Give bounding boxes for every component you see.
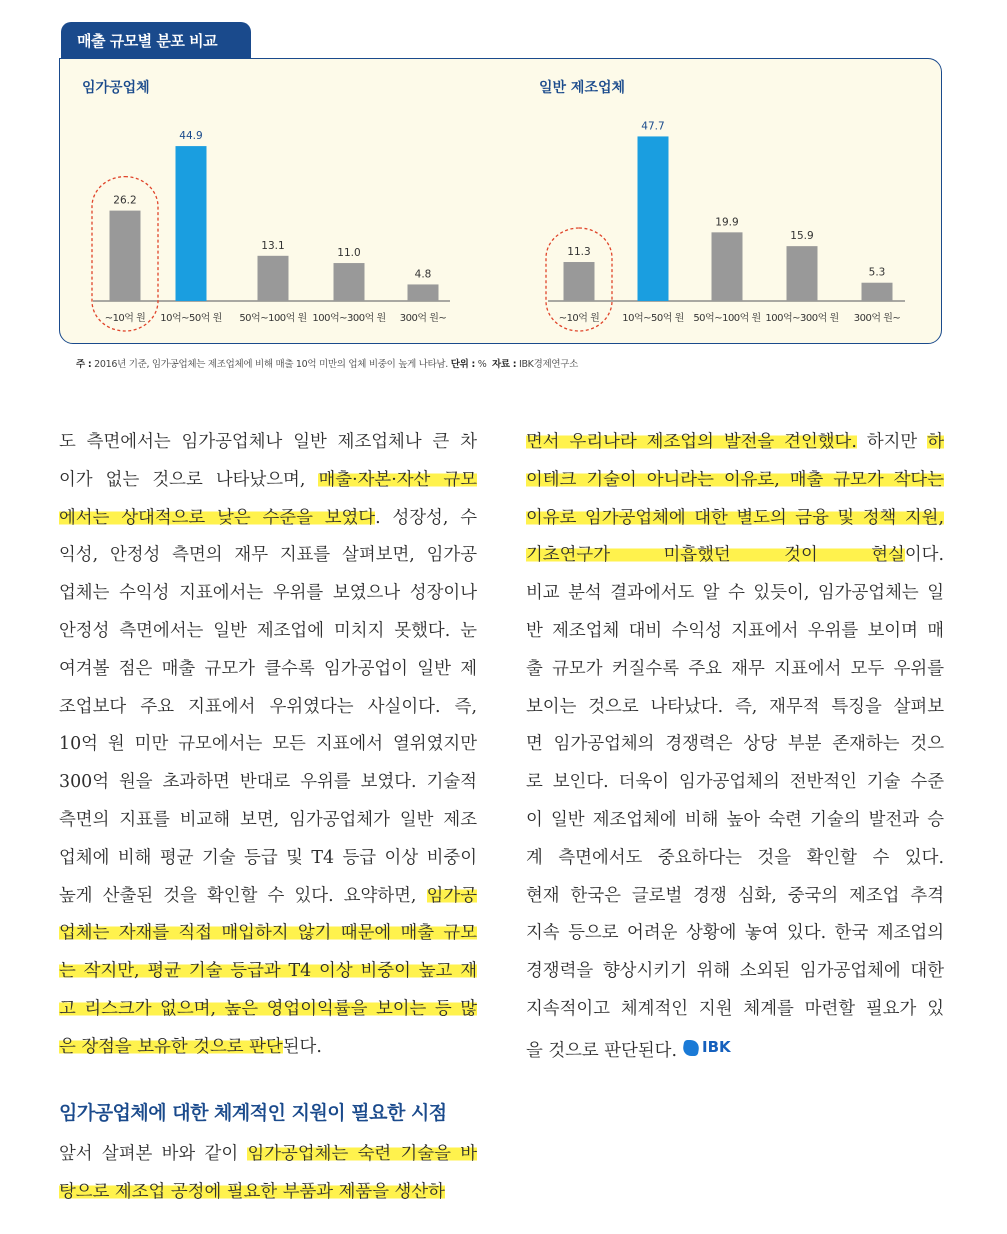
data-label: 19.9 (715, 216, 739, 229)
text-line (59, 726, 477, 764)
text-segment: 지속 등으로 어려운 상황에 놓여 있다. 한국 제조업의 (526, 923, 944, 944)
text-line (526, 651, 944, 689)
bar (110, 211, 141, 301)
text-segment: 측면의 지표를 비교해 보면, 임가공업체가 일반 제조 (59, 809, 477, 830)
text-segment: . 성장성, 수 (375, 507, 477, 528)
text-segment: 이다. (904, 545, 944, 566)
chart-title: 임가공업체 (82, 80, 150, 96)
source-value: IBK경제연구소 (518, 359, 578, 370)
data-label: 47.7 (641, 120, 665, 133)
bar (408, 284, 439, 301)
data-label: 11.3 (567, 246, 591, 259)
highlighted-text: 고 리스크가 없으며, 높은 영업이익률을 보이는 등 많 (59, 998, 477, 1019)
x-tick-label: 50억~100억 원 (239, 313, 307, 324)
text-line (59, 613, 477, 651)
x-tick-label: ~10억 원 (104, 313, 146, 324)
text-line (526, 424, 944, 462)
bar (787, 246, 818, 301)
text-line (59, 537, 477, 575)
x-tick-label: 300억 원~ (399, 313, 447, 324)
highlighted-text: 하 (927, 432, 944, 452)
bar (862, 283, 893, 301)
highlighted-text: 이테크 기술이 아니라는 이유로, 매출 규모가 작다는 (526, 469, 944, 490)
data-label: 4.8 (414, 268, 432, 281)
data-label: 5.3 (868, 266, 886, 279)
text-line (526, 878, 944, 916)
text-segment: 이가 없는 것으로 나타났으며, (59, 469, 319, 490)
bar-charts (60, 59, 943, 345)
text-segment: 300억 원을 초과하면 반대로 우위를 보였다. 기술적 (59, 772, 477, 793)
figure-panel (59, 58, 942, 344)
bar (712, 232, 743, 301)
text-segment: 면 임가공업체의 경쟁력은 상당 부분 존재하는 것으 (526, 734, 944, 755)
text-segment: 반 제조업체 대비 수익성 지표에서 우위를 보이며 매 (526, 620, 944, 641)
highlighted-text: 기초연구가 미흡했던 것이 현실 (526, 545, 905, 566)
text-line (59, 575, 477, 613)
text-segment: 로 보인다. 더욱이 임가공업체의 전반적인 기술 수준 (526, 772, 944, 793)
highlighted-text: 면서 우리나라 제조업의 발전을 견인했다. (526, 432, 857, 452)
x-tick-label: 100억~300억 원 (765, 313, 839, 324)
bar (638, 136, 669, 301)
text-segment: 앞서 살펴본 바와 같이 (59, 1144, 248, 1164)
section-body (59, 1136, 477, 1212)
text-segment: 여겨볼 점은 매출 규모가 클수록 임가공업이 일반 제 (59, 658, 477, 679)
bar (258, 256, 289, 301)
text-line (526, 575, 944, 613)
figure-title-tab (61, 22, 251, 58)
highlighted-text: 은 장점을 보유한 것으로 판단 (59, 1036, 283, 1057)
section-heading: 임가공업체에 대한 체계적인 지원이 필요한 시점 (59, 1102, 447, 1124)
bar (564, 262, 595, 301)
note-text: 2016년 기준, 임가공업체는 제조업체에 비해 매출 10억 미만의 업체 비중이 높게 나타남. (94, 359, 449, 370)
text-line (526, 462, 944, 500)
text-segment: 경쟁력을 향상시키기 위해 소외된 임가공업체에 대한 (526, 961, 944, 982)
text-segment: 지속적이고 체계적인 지원 체계를 마련할 필요가 있 (526, 998, 944, 1019)
x-tick-label: 10억~50억 원 (160, 313, 222, 324)
text-line (59, 462, 477, 500)
text-segment: 익성, 안정성 측면의 재무 지표를 살펴보면, 임가공 (59, 545, 477, 566)
text-segment: 출 규모가 커질수록 주요 재무 지표에서 모두 우위를 (526, 658, 944, 679)
text-line (526, 915, 944, 953)
ibk-logo-mark-icon (682, 1040, 701, 1056)
text-segment: 보이는 것으로 나타났다. 즉, 재무적 특징을 살펴보 (526, 696, 944, 717)
unit-label: 단위 : (450, 359, 476, 370)
x-tick-label: 300억 원~ (853, 313, 901, 324)
body-column-left (59, 424, 477, 1067)
data-label: 44.9 (179, 130, 203, 143)
body-column-right (526, 424, 944, 1067)
text-line (59, 915, 477, 953)
text-segment: 높게 산출된 것을 확인할 수 있다. 요약하면, (59, 885, 427, 906)
text-line (59, 840, 477, 878)
x-tick-label: 10억~50억 원 (622, 313, 684, 324)
highlighted-text: 이유로 임가공업체에 대한 별도의 금융 및 정책 지원, (526, 507, 944, 528)
text-line (59, 1174, 477, 1212)
figure-title: 매출 규모별 분포 비교 (77, 32, 218, 50)
x-tick-label: 50억~100억 원 (693, 313, 761, 324)
text-line (59, 651, 477, 689)
text-segment: 10억 원 미만 규모에서는 모든 지표에서 열위였지만 (59, 734, 477, 755)
text-segment: 업체는 수익성 지표에서는 우위를 보였으나 성장이나 (59, 583, 477, 604)
text-line (526, 991, 944, 1029)
x-tick-label: ~10억 원 (558, 313, 600, 324)
text-line (59, 1029, 477, 1067)
text-segment: 비교 분석 결과에서도 알 수 있듯이, 임가공업체는 일 (526, 583, 944, 604)
text-line (526, 537, 944, 575)
text-segment: 을 것으로 판단된다. (526, 1040, 677, 1061)
text-segment: 현재 한국은 글로벌 경쟁 심화, 중국의 제조업 추격 (526, 885, 944, 906)
text-line (526, 613, 944, 651)
text-line (526, 953, 944, 991)
text-line (59, 1136, 477, 1174)
text-segment: 업체에 비해 평균 기술 등급 및 T4 등급 이상 비중이 (59, 847, 477, 868)
text-line (526, 1029, 944, 1067)
text-segment: 안정성 측면에서는 일반 제조업에 미치지 못했다. 눈 (59, 620, 477, 641)
text-line (526, 802, 944, 840)
data-label: 11.0 (337, 247, 361, 260)
highlighted-text: 임가공업체는 숙련 기술을 바 (247, 1144, 477, 1164)
data-label: 26.2 (113, 194, 137, 207)
text-line (59, 991, 477, 1029)
note-prefix: 주 : (76, 359, 92, 370)
text-line (526, 764, 944, 802)
text-line (59, 953, 477, 991)
ibk-logo-text: IBK (701, 1037, 731, 1056)
highlighted-text: 탕으로 제조업 공정에 필요한 부품과 제품을 생산하 (59, 1181, 445, 1202)
text-line (59, 802, 477, 840)
data-label: 15.9 (790, 230, 814, 243)
text-segment: 조업보다 주요 지표에서 우위였다는 사실이다. 즉, (59, 696, 477, 717)
text-line (526, 500, 944, 538)
highlighted-text: 는 작지만, 평균 기술 등급과 T4 이상 비중이 높고 재 (59, 961, 477, 982)
highlighted-text: 에서는 상대적으로 낮은 수준을 보였다 (59, 507, 376, 528)
text-line (526, 689, 944, 727)
unit-value: % (477, 359, 487, 370)
text-segment: 도 측면에서는 임가공업체나 일반 제조업체나 큰 차 (59, 432, 477, 452)
figure-note (76, 356, 578, 370)
text-segment: 이 일반 제조업체에 비해 높아 숙련 기술의 발전과 승 (526, 809, 944, 830)
text-line (59, 878, 477, 916)
ibk-logo (683, 1029, 731, 1067)
text-line (526, 840, 944, 878)
text-line (59, 424, 477, 462)
text-line (59, 764, 477, 802)
text-segment: 계 측면에서도 중요하다는 것을 확인할 수 있다. (526, 847, 944, 868)
source-label: 자료 : (491, 359, 517, 370)
text-segment: 하지만 (856, 432, 928, 452)
bar (176, 146, 207, 301)
highlighted-text: 업체는 자재를 직접 매입하지 않기 때문에 매출 규모 (59, 923, 477, 944)
highlighted-text: 임가공 (426, 885, 477, 906)
text-segment: 된다. (282, 1036, 322, 1057)
text-line (59, 500, 477, 538)
text-line (59, 689, 477, 727)
chart-title: 일반 제조업체 (539, 80, 626, 96)
data-label: 13.1 (261, 239, 285, 252)
x-tick-label: 100억~300억 원 (312, 313, 386, 324)
highlighted-text: 매출·자본·자산 규모 (318, 469, 478, 490)
text-line (526, 726, 944, 764)
bar (334, 263, 365, 301)
